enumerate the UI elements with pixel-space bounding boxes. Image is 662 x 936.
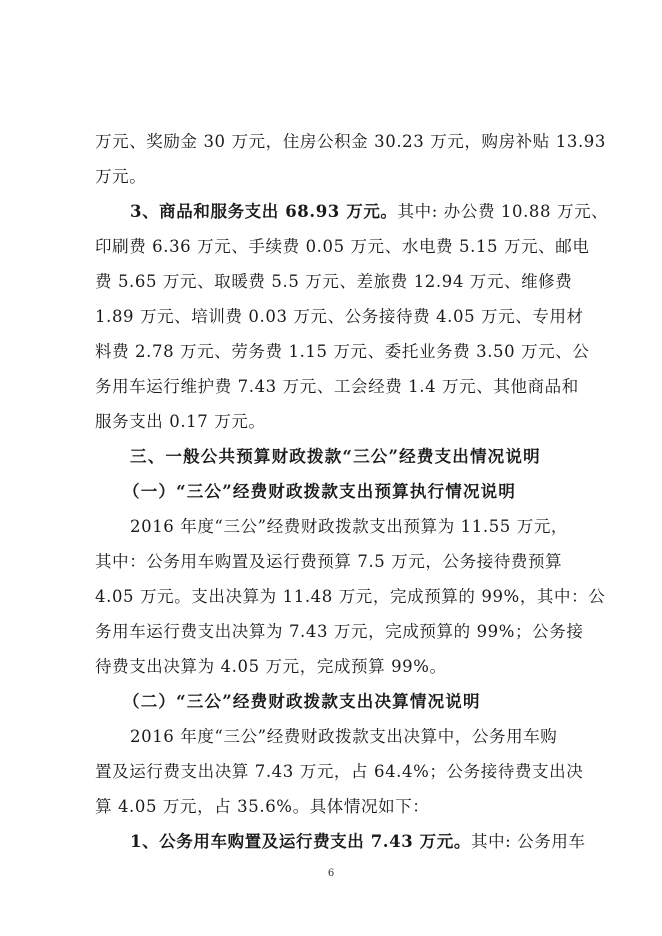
body-text-line: 4.05 万元。支出决算为 11.48 万元，完成预算的 99%，其中：公 (95, 587, 606, 606)
bold-subheading: 1、公务用车购置及运行费支出 7.43 万元。 (130, 832, 471, 851)
page-number: 6 (327, 868, 335, 879)
subsection-heading-one: （一）“三公”经费财政拨款支出预算执行情况说明 (123, 482, 517, 501)
body-text-line: 万元。 (95, 167, 147, 186)
section-heading-three: 三、一般公共预算财政拨款“三公”经费支出情况说明 (130, 447, 541, 466)
body-text-line: 料费 2.78 万元、劳务费 1.15 万元、委托业务费 3.50 万元、公 (95, 342, 590, 361)
body-text-line: 2016 年度“三公”经费财政拨款支出预算为 11.55 万元， (130, 517, 569, 536)
subsection-heading-two: （二）“三公”经费财政拨款支出决算情况说明 (123, 692, 481, 711)
body-text-line: 万元、奖励金 30 万元，住房公积金 30.23 万元，购房补贴 13.93 (95, 132, 606, 151)
body-text-line: 2016 年度“三公”经费财政拨款支出决算中，公务用车购 (130, 727, 558, 746)
body-text-line: 1.89 万元、培训费 0.03 万元、公务接待费 4.05 万元、专用材 (95, 307, 584, 326)
body-text-line: 置及运行费支出决算 7.43 万元，占 64.4%；公务接待费支出决 (95, 762, 584, 781)
body-text-line: 印刷费 6.36 万元、手续费 0.05 万元、水电费 5.15 万元、邮电 (95, 237, 590, 256)
bold-subheading: 3、商品和服务支出 68.93 万元。 (130, 202, 398, 221)
body-text-line: 务用车运行费支出决算为 7.43 万元，完成预算的 99%；公务接 (95, 622, 584, 641)
body-text-line: 务用车运行维护费 7.43 万元、工会经费 1.4 万元、其他商品和 (95, 377, 579, 396)
body-text-span: 其中: 公务用车 (470, 832, 586, 851)
body-text-line: 其中：公务用车购置及运行费预算 7.5 万元，公务接待费预算 (95, 552, 563, 571)
body-text-line: 算 4.05 万元，占 35.6%。具体情况如下： (95, 797, 430, 816)
section-paragraph-goods-services (130, 201, 635, 223)
section-paragraph-vehicle (130, 831, 635, 853)
body-text-line: 待费支出决算为 4.05 万元，完成预算 99%。 (95, 657, 447, 676)
body-text-line: 服务支出 0.17 万元。 (95, 412, 266, 431)
body-text-span: 其中: 办公费 10.88 万元、 (397, 202, 609, 221)
body-text-line: 费 5.65 万元、取暖费 5.5 万元、差旅费 12.94 万元、维修费 (95, 272, 573, 291)
